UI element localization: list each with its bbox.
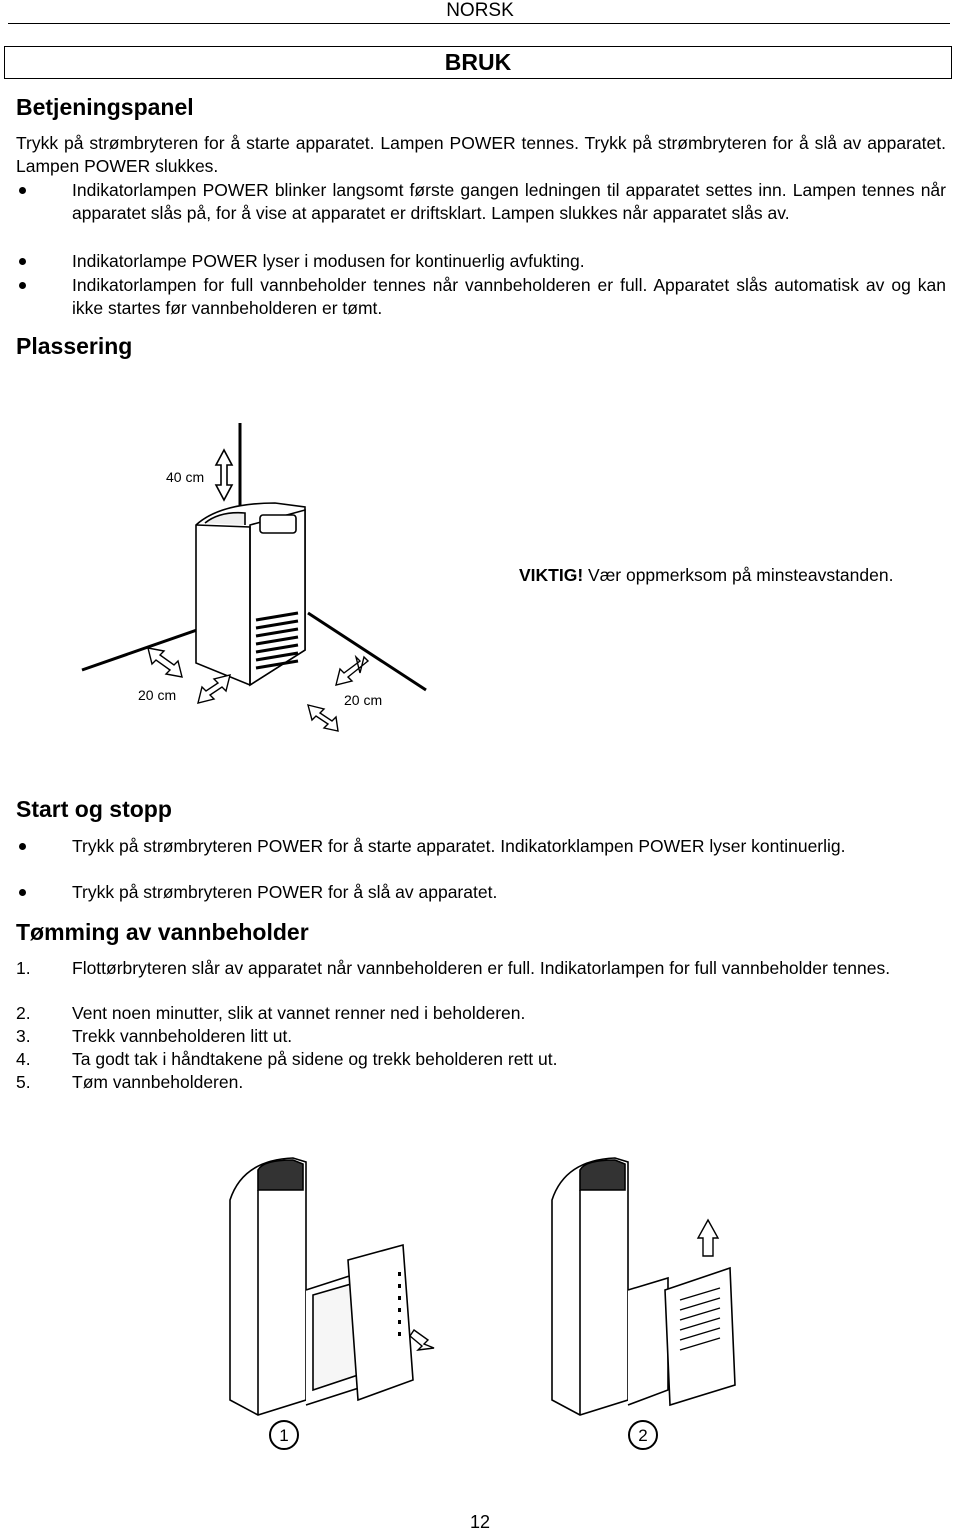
heading-start-stopp: Start og stopp: [16, 796, 172, 822]
step-number: 1.: [16, 958, 31, 978]
page-number: 12: [469, 1512, 491, 1532]
step-number: 4.: [16, 1049, 31, 1069]
list-item: Ta godt tak i håndtakene på sidene og trekk beholderen rett ut.: [72, 1049, 558, 1069]
distance-label-right: 20 cm: [344, 692, 383, 708]
step-number: 5.: [16, 1072, 31, 1092]
bullet-icon: [19, 843, 26, 850]
distance-label-top: 40 cm: [166, 469, 205, 485]
heading-betjeningspanel: Betjeningspanel: [16, 94, 194, 120]
distance-label-left: 20 cm: [138, 687, 177, 703]
heading-tomming: Tømming av vannbeholder: [16, 919, 309, 945]
placement-diagram: [70, 415, 440, 735]
bullet-icon: [19, 282, 26, 289]
list-item: Indikatorlampe POWER lyser i modusen for kontinuerlig avfukting.: [72, 251, 585, 271]
figure-number: 2: [638, 1426, 648, 1445]
list-item: Trekk vannbeholderen litt ut.: [72, 1026, 293, 1046]
list-item: Indikatorlampen POWER blinker langsomt første gangen ledningen til apparatet settes inn. Lampen tennes når apparatet slås på, for å vise at apparatet er driftsklart. Lampen slukkes når apparatet slås av.: [72, 180, 946, 223]
language-label: NORSK: [446, 0, 514, 21]
important-notice: [519, 565, 893, 586]
figure-number: 1: [279, 1426, 289, 1445]
list-item: Flottørbryteren slår av apparatet når vannbeholderen er full. Indikatorlampen for full vannbeholder tennes.: [72, 958, 891, 978]
header-rule: [8, 23, 950, 24]
heading-plassering: Plassering: [16, 333, 133, 359]
notice-bold: VIKTIG!: [519, 565, 584, 585]
step-number: 2.: [16, 1003, 31, 1023]
bullet-icon: [19, 258, 26, 265]
notice-text: Vær oppmerksom på minsteavstanden.: [583, 565, 894, 585]
bullet-icon: [19, 187, 26, 194]
list-item: Indikatorlampen for full vannbeholder tennes når vannbeholderen er full. Apparatet slås automatisk av og kan ikke startes før vannbeholderen er tømt.: [72, 275, 946, 318]
list-item: Trykk på strømbryteren POWER for å starte apparatet. Indikatorklampen POWER lyser kontinuerlig.: [72, 836, 846, 856]
list-item: Tøm vannbeholderen.: [72, 1072, 244, 1092]
step-number: 3.: [16, 1026, 31, 1046]
section-header-box: [4, 46, 952, 79]
betjeningspanel-intro: Trykk på strømbryteren for å starte apparatet. Lampen POWER tennes. Trykk på strømbryteren for å slå av apparatet. Lampen POWER slukkes.: [16, 133, 946, 176]
figure-2: [540, 1150, 770, 1460]
section-title: BRUK: [444, 49, 512, 75]
bullet-icon: [19, 889, 26, 896]
figure-1: [218, 1150, 448, 1460]
list-item: Vent noen minutter, slik at vannet renner ned i beholderen.: [72, 1003, 526, 1023]
list-item: Trykk på strømbryteren POWER for å slå av apparatet.: [72, 882, 498, 902]
